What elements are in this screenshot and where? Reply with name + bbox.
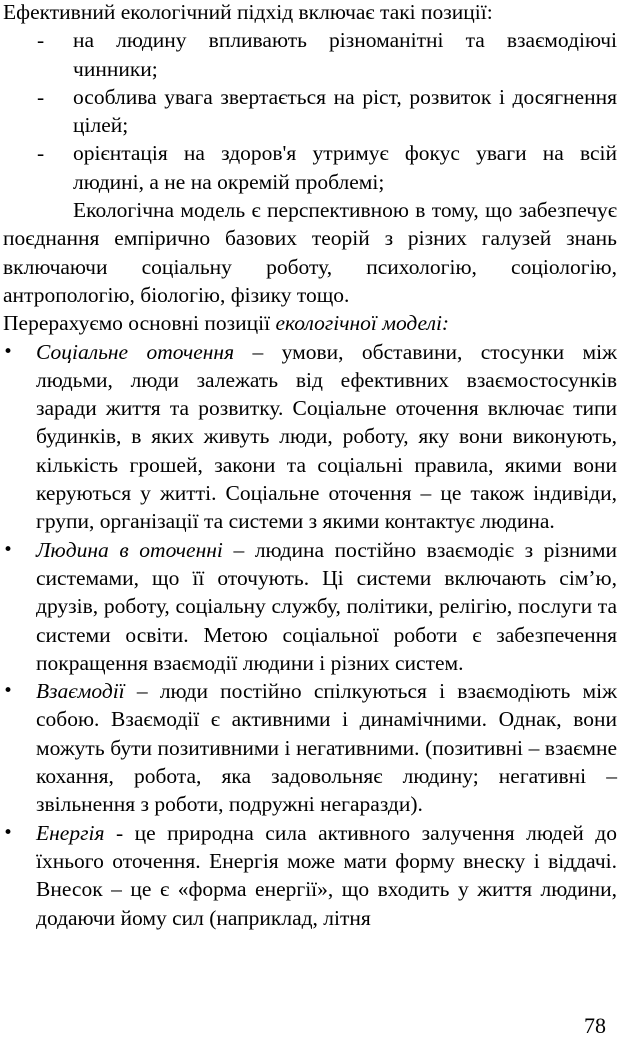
position-item bbox=[3, 83, 617, 140]
position-text: на людину впливають різноманітні та взаємодіючі чинники; bbox=[73, 28, 617, 81]
dash-marker: - bbox=[37, 84, 45, 109]
document-page bbox=[3, 0, 617, 932]
bullet-icon: • bbox=[3, 539, 14, 560]
list-intro bbox=[3, 309, 617, 337]
bullet-item-energy bbox=[3, 819, 617, 932]
bullet-icon: • bbox=[3, 822, 14, 843]
bullet-item-social-environment bbox=[3, 338, 617, 536]
bullet-term: Взаємодії bbox=[36, 679, 125, 704]
bullet-term: Людина в оточенні bbox=[36, 537, 223, 562]
bullet-item-person-in-environment bbox=[3, 536, 617, 677]
list-intro-emphasis: екологічної моделі: bbox=[275, 311, 450, 336]
bullet-icon: • bbox=[3, 341, 14, 362]
model-positions-list bbox=[3, 338, 617, 932]
bullet-icon: • bbox=[3, 681, 14, 702]
intro-line: Ефективний екологічний підхід включає такі позиції: bbox=[3, 0, 493, 24]
bullet-text: – умови, обставини, стосунки між людьми, люди залежать від ефективних взаємостосунків заради життя та розвитку. Соціальне оточення включає типи будинків, в яких живуть люди, роботу, яку вони виконують, кількість грошей, закони та соціальні правила, якими вони керуються у житті. Соціальне оточення – це також індивіди, групи, організації та системи з якими контактує людина. bbox=[36, 339, 617, 534]
bullet-text: – людина постійно взаємодіє з різними системами, що її оточують. Ці системи включають сім’ю, друзів, роботу, соціальну службу, політики, релігію, послуги та системи освіти. Метою соціальної роботи є забезпечення покращення взаємодії людини і різних систем. bbox=[36, 537, 618, 675]
dash-marker: - bbox=[37, 28, 45, 53]
bullet-term: Енергія bbox=[36, 820, 105, 845]
bullet-term: Соціальне оточення bbox=[36, 339, 235, 364]
position-text: особлива увага звертається на ріст, розвиток і досягнення цілей; bbox=[73, 84, 617, 138]
position-item bbox=[3, 139, 617, 196]
list-intro-text: Перерахуємо основні позиції bbox=[3, 311, 276, 336]
dash-marker: - bbox=[37, 141, 45, 166]
bullet-text: – люди постійно спілкуються і взаємодіють між собою. Взаємодії є активними і динамічними. Однак, вони можуть бути позитивними і негативними. (позитивні – взаємне кохання, робота, яка задовольняє людину; негативні – звільнення з роботи, подружні негаразди). bbox=[36, 679, 617, 817]
page-number: 78 bbox=[584, 1013, 606, 1038]
bullet-item-interactions bbox=[3, 677, 617, 818]
position-item bbox=[3, 26, 617, 83]
bullet-text: - це природна сила активного залучення людей до їхнього оточення. Енергія може мати форму внеску і віддачі. Внесок – це є «форма енергії», що входить у життя людини, додаючи йому сил (наприклад, літня bbox=[36, 820, 617, 930]
model-paragraph: Екологічна модель є перспективною в тому, що забезпечує поєднання емпірично базових теорій з різних галузей знань включаючи соціальну роботу, психологію, соціологію, антропологію, біологію, фізику тощо. bbox=[3, 198, 617, 307]
position-text: орієнтація на здоров'я утримує фокус уваги на всій людині, а не на окремій проблемі; bbox=[73, 141, 617, 194]
positions-list bbox=[3, 26, 617, 196]
